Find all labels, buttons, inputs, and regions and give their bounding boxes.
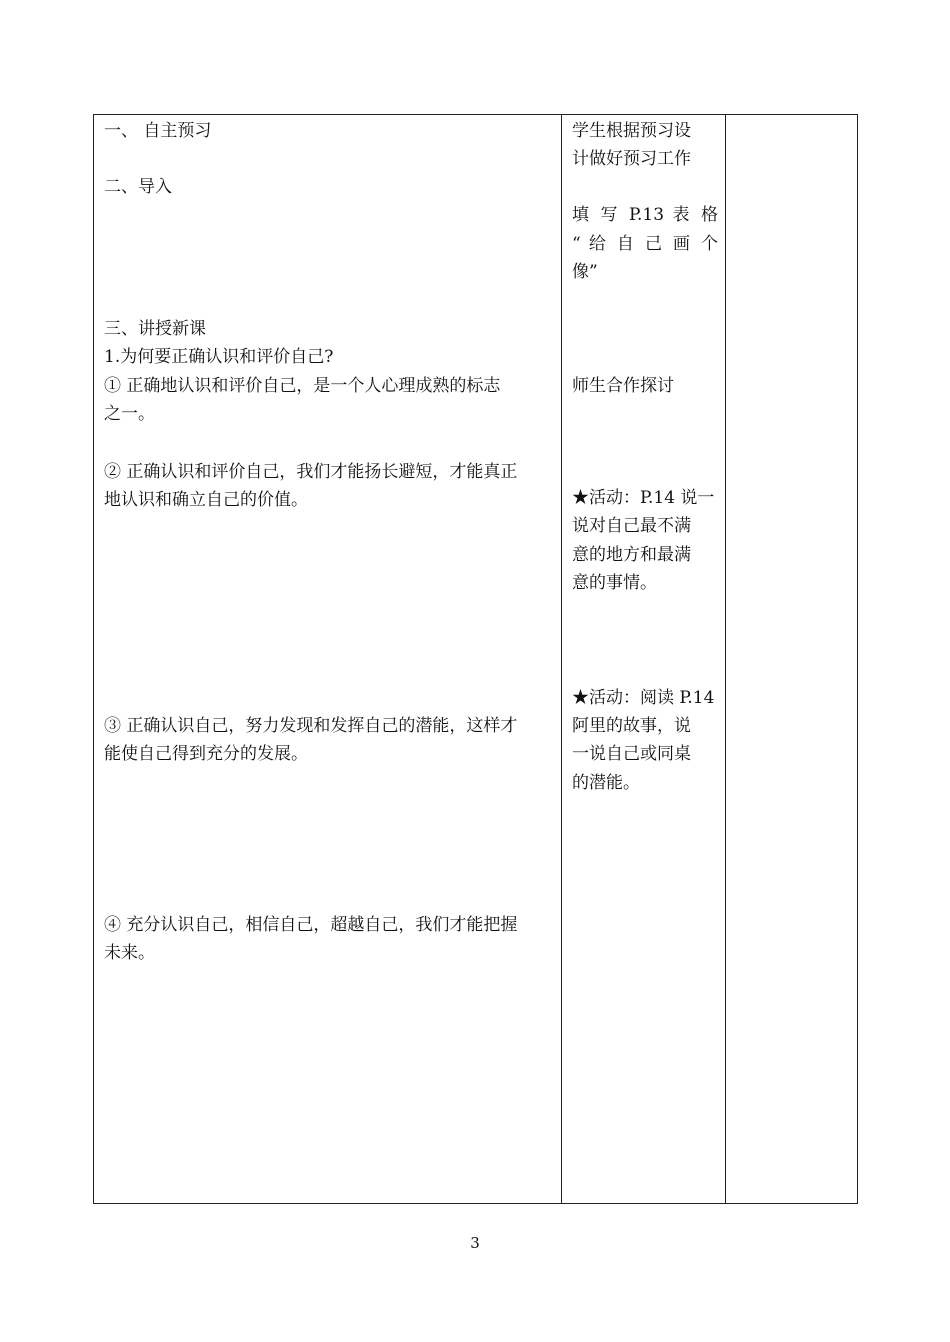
activity-5-line-1: ★活动：阅读 P.14 (572, 688, 715, 708)
point-2-line-2: 地认识和确立自己的价值。 (104, 490, 308, 510)
section-heading-new-lesson: 三、讲授新课 (104, 319, 206, 339)
lesson-plan-table (93, 114, 858, 1204)
activity-5-line-3: 一说自己或同桌 (572, 744, 691, 764)
activity-1-line-1: 学生根据预习设 (572, 121, 691, 141)
point-3-line-1: ③ 正确认识自己，努力发现和发挥自己的潜能，这样才 (104, 716, 518, 736)
table-row (94, 115, 858, 1204)
activity-2-line-3: 像” (572, 262, 598, 282)
activity-5-line-2: 阿里的故事，说 (572, 716, 691, 736)
student-activity-cell (562, 115, 726, 1204)
page-number: 3 (470, 1234, 480, 1252)
point-2-line-1: ② 正确认识和评价自己，我们才能扬长避短，才能真正 (104, 462, 518, 482)
point-4-line-2: 未来。 (104, 943, 155, 963)
activity-3: 师生合作探讨 (572, 376, 674, 396)
question-heading: 1.为何要正确认识和评价自己? (104, 347, 334, 367)
activity-4-line-2: 说对自己最不满 (572, 516, 691, 536)
section-heading-preview: 一、 自主预习 (104, 121, 212, 141)
activity-5-line-4: 的潜能。 (572, 773, 640, 793)
point-3-line-2: 能使自己得到充分的发展。 (104, 744, 308, 764)
teaching-content-cell (94, 115, 562, 1204)
point-4-line-1: ④ 充分认识自己，相信自己，超越自己，我们才能把握 (104, 915, 518, 935)
activity-1-line-2: 计做好预习工作 (572, 149, 691, 169)
notes-cell (726, 115, 858, 1204)
activity-2-line-2: “ 给 自 己 画 个 (572, 234, 718, 254)
point-1-line-1: ① 正确地认识和评价自己，是一个人心理成熟的标志 (104, 376, 501, 396)
point-1-line-2: 之一。 (104, 404, 155, 424)
section-heading-intro: 二、导入 (104, 177, 172, 197)
activity-4-line-4: 意的事情。 (572, 573, 657, 593)
activity-4-line-1: ★活动：P.14 说一 (572, 488, 715, 508)
activity-2-line-1: 填 写 P.13 表 格 (572, 205, 718, 225)
activity-4-line-3: 意的地方和最满 (572, 545, 691, 565)
